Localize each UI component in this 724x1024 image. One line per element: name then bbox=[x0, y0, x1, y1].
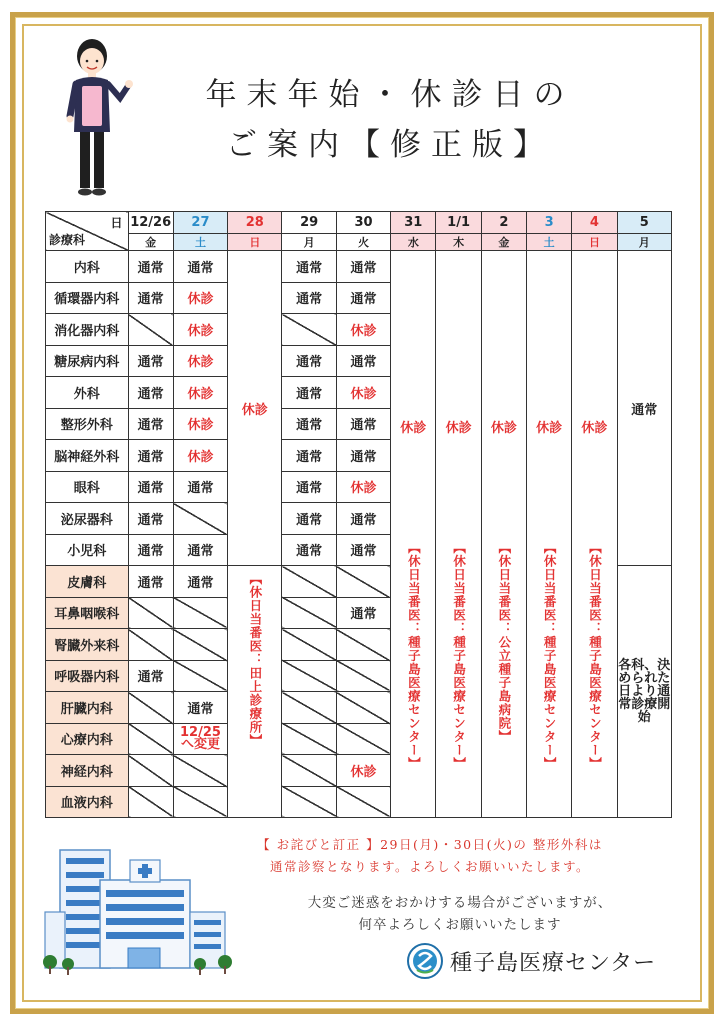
status-cell: 通常 bbox=[282, 345, 336, 377]
weekday-header: 水 bbox=[391, 234, 436, 251]
message-line-1: 大変ご迷惑をおかけする場合がございますが、 bbox=[307, 895, 613, 911]
schedule-table bbox=[45, 211, 672, 818]
weekday-header: 金 bbox=[128, 234, 173, 251]
date-header: 31 bbox=[391, 212, 436, 234]
weekday-header: 金 bbox=[481, 234, 526, 251]
apology-message bbox=[240, 892, 680, 936]
closed-label: 休診 bbox=[400, 421, 427, 436]
not-applicable-cell bbox=[128, 597, 173, 629]
not-applicable-cell bbox=[282, 723, 336, 755]
header-date-row bbox=[46, 212, 672, 234]
date-header: 4 bbox=[572, 212, 617, 234]
duty-doctor-text: 【休日当番医：公立種子島病院】 bbox=[496, 541, 512, 744]
not-applicable-cell bbox=[336, 692, 390, 724]
not-applicable-cell bbox=[336, 566, 390, 598]
duty-doctor-text: 【休日当番医：種子島医療センター】 bbox=[451, 541, 467, 771]
weekday-header: 日 bbox=[228, 234, 282, 251]
notice-line-2: 通常診察となります。よろしくお願いいたします。 bbox=[269, 859, 590, 874]
department-label: 循環器内科 bbox=[46, 282, 129, 314]
department-label: 整形外科 bbox=[46, 408, 129, 440]
corner-day-label: 日 bbox=[110, 216, 123, 230]
duty-doctor-28 bbox=[228, 566, 282, 818]
not-applicable-cell bbox=[173, 786, 227, 818]
status-cell: 休診 bbox=[173, 314, 227, 346]
date-header: 27 bbox=[173, 212, 227, 234]
status-cell: 通常 bbox=[128, 345, 173, 377]
date-header: 1/1 bbox=[436, 212, 481, 234]
department-label: 神経内科 bbox=[46, 755, 129, 787]
not-applicable-cell bbox=[128, 314, 173, 346]
message-line-2: 何卒よろしくお願いいたします bbox=[358, 917, 562, 933]
correction-notice bbox=[180, 834, 680, 878]
status-cell: 通常 bbox=[173, 251, 227, 283]
department-label: 泌尿器科 bbox=[46, 503, 129, 535]
weekday-header: 火 bbox=[336, 234, 390, 251]
not-applicable-cell bbox=[336, 629, 390, 661]
hospital-signature bbox=[406, 942, 656, 980]
not-applicable-cell bbox=[282, 660, 336, 692]
status-cell: 通常 bbox=[336, 282, 390, 314]
status-cell: 通常 bbox=[336, 597, 390, 629]
hospital-name: 種子島医療センター bbox=[450, 950, 657, 976]
weekday-header: 土 bbox=[173, 234, 227, 251]
not-applicable-cell bbox=[282, 786, 336, 818]
department-label: 外科 bbox=[46, 377, 129, 409]
status-cell: 休診 bbox=[173, 345, 227, 377]
not-applicable-cell bbox=[128, 629, 173, 661]
date-header: 30 bbox=[336, 212, 390, 234]
status-cell: 通常 bbox=[173, 534, 227, 566]
header-dow-row bbox=[46, 234, 672, 251]
status-cell: 通常 bbox=[128, 471, 173, 503]
weekday-header: 木 bbox=[436, 234, 481, 251]
status-cell: 休診 bbox=[173, 282, 227, 314]
not-applicable-cell bbox=[282, 692, 336, 724]
notice-line-1: 【 お詫びと訂正 】29日(月)・30日(火)の 整形外科は bbox=[257, 837, 603, 852]
closed-label: 休診 bbox=[581, 421, 608, 436]
not-applicable-cell bbox=[336, 723, 390, 755]
closed-label: 休診 bbox=[536, 421, 563, 436]
date-header: 3 bbox=[527, 212, 572, 234]
holiday-column bbox=[572, 251, 617, 818]
department-label: 血液内科 bbox=[46, 786, 129, 818]
title-line-1: 年末年始・休診日の bbox=[205, 77, 575, 113]
status-cell: 通常 bbox=[336, 440, 390, 472]
table-row bbox=[46, 251, 672, 283]
holiday-column bbox=[436, 251, 481, 818]
status-cell: 通常 bbox=[336, 503, 390, 535]
status-cell: 通常 bbox=[173, 566, 227, 598]
status-cell: 休診 bbox=[336, 471, 390, 503]
closed-label: 休診 bbox=[445, 421, 472, 436]
not-applicable-cell bbox=[336, 786, 390, 818]
corner-cell bbox=[46, 212, 129, 251]
not-applicable-cell bbox=[282, 597, 336, 629]
status-cell: 休診 bbox=[173, 440, 227, 472]
status-cell: 通常 bbox=[128, 440, 173, 472]
status-cell: 休診 bbox=[173, 377, 227, 409]
status-cell: 通常 bbox=[282, 534, 336, 566]
status-cell: 通常 bbox=[173, 692, 227, 724]
weekday-header: 月 bbox=[617, 234, 671, 251]
weekday-header: 土 bbox=[527, 234, 572, 251]
duty-doctor-text: 【休日当番医：田上診療所】 bbox=[247, 572, 263, 748]
status-cell: 通常 bbox=[128, 503, 173, 535]
status-cell: 通常 bbox=[282, 282, 336, 314]
not-applicable-cell bbox=[282, 629, 336, 661]
status-cell: 通常 bbox=[282, 503, 336, 535]
status-cell: 通常 bbox=[128, 251, 173, 283]
status-cell: 休診 bbox=[173, 408, 227, 440]
status-cell: 休診 bbox=[336, 314, 390, 346]
not-applicable-cell bbox=[282, 755, 336, 787]
department-label: 糖尿病内科 bbox=[46, 345, 129, 377]
date-header: 29 bbox=[282, 212, 336, 234]
department-label: 耳鼻咽喉科 bbox=[46, 597, 129, 629]
status-cell: 通常 bbox=[128, 660, 173, 692]
holiday-column bbox=[481, 251, 526, 818]
status-cell: 通常 bbox=[336, 345, 390, 377]
date-header: 5 bbox=[617, 212, 671, 234]
duty-doctor-text: 【休日当番医：種子島医療センター】 bbox=[587, 541, 603, 771]
date-header: 12/26 bbox=[128, 212, 173, 234]
not-applicable-cell bbox=[173, 597, 227, 629]
status-cell: 通常 bbox=[282, 408, 336, 440]
schedule-body bbox=[46, 251, 672, 818]
status-cell: 通常 bbox=[282, 251, 336, 283]
department-label: 小児科 bbox=[46, 534, 129, 566]
status-cell: 通常 bbox=[128, 534, 173, 566]
not-applicable-cell bbox=[336, 660, 390, 692]
status-cell: 休診 bbox=[336, 377, 390, 409]
department-label: 内科 bbox=[46, 251, 129, 283]
status-cell: 通常 bbox=[282, 377, 336, 409]
corner-dept-label: 診療科 bbox=[49, 233, 86, 247]
not-applicable-cell bbox=[128, 755, 173, 787]
holiday-column bbox=[527, 251, 572, 818]
duty-doctor-text: 【休日当番医：種子島医療センター】 bbox=[406, 541, 422, 771]
department-label: 呼吸器内科 bbox=[46, 660, 129, 692]
resume-note-5: 各科、決められた日より通常診療開始 bbox=[617, 566, 671, 818]
department-label: 肝臓内科 bbox=[46, 692, 129, 724]
department-label: 眼科 bbox=[46, 471, 129, 503]
not-applicable-cell bbox=[173, 503, 227, 535]
holiday-column bbox=[391, 251, 436, 818]
not-applicable-cell bbox=[173, 629, 227, 661]
department-label: 皮膚科 bbox=[46, 566, 129, 598]
weekday-header: 月 bbox=[282, 234, 336, 251]
duty-doctor-text: 【休日当番医：種子島医療センター】 bbox=[542, 541, 558, 771]
department-label: 脳神経外科 bbox=[46, 440, 129, 472]
status-cell: 通常 bbox=[128, 282, 173, 314]
page-title bbox=[150, 70, 630, 170]
not-applicable-cell bbox=[128, 692, 173, 724]
closed-label: 休診 bbox=[490, 421, 517, 436]
not-applicable-cell bbox=[282, 566, 336, 598]
date-header: 28 bbox=[228, 212, 282, 234]
nurse-illustration bbox=[62, 36, 136, 200]
status-cell: 通常 bbox=[128, 408, 173, 440]
status-cell: 通常 bbox=[336, 534, 390, 566]
not-applicable-cell bbox=[128, 786, 173, 818]
normal-cell-5: 通常 bbox=[617, 251, 671, 566]
status-cell: 通常 bbox=[336, 251, 390, 283]
department-label: 心療内科 bbox=[46, 723, 129, 755]
title-line-2: ご案内【修正版】 bbox=[226, 127, 554, 163]
status-cell: 通常 bbox=[128, 566, 173, 598]
status-cell: 休診 bbox=[336, 755, 390, 787]
weekday-header: 日 bbox=[572, 234, 617, 251]
status-cell: 通常 bbox=[173, 471, 227, 503]
department-label: 消化器内科 bbox=[46, 314, 129, 346]
not-applicable-cell bbox=[282, 314, 336, 346]
closed-cell-28: 休診 bbox=[228, 251, 282, 566]
hospital-building-icon bbox=[40, 840, 240, 985]
not-applicable-cell bbox=[128, 723, 173, 755]
date-header: 2 bbox=[481, 212, 526, 234]
status-cell: 通常 bbox=[336, 408, 390, 440]
hospital-logo-icon bbox=[406, 942, 444, 980]
status-cell: 通常 bbox=[128, 377, 173, 409]
department-label: 腎臓外来科 bbox=[46, 629, 129, 661]
not-applicable-cell bbox=[173, 660, 227, 692]
not-applicable-cell bbox=[173, 755, 227, 787]
status-cell: 通常 bbox=[282, 440, 336, 472]
status-cell: 通常 bbox=[282, 471, 336, 503]
status-cell: 12/25へ変更 bbox=[173, 723, 227, 755]
